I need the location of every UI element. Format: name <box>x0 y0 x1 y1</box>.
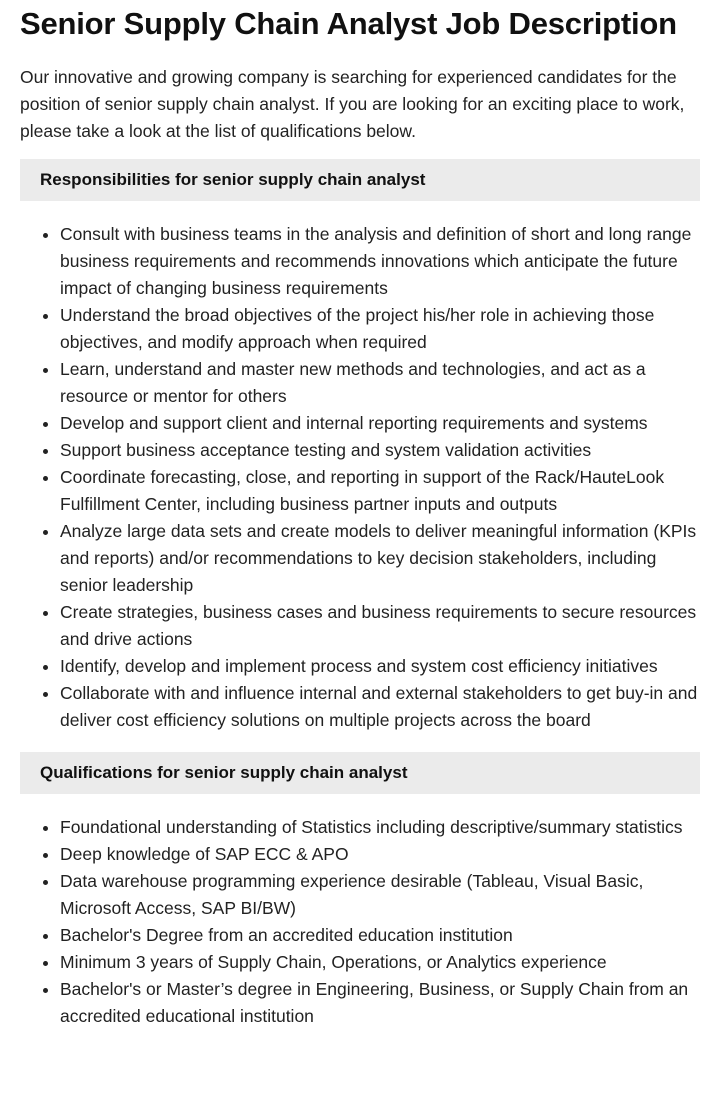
list-item: • Create strategies, business cases and business requirements to secure resources and drive actions <box>60 599 700 653</box>
list-item: • Understand the broad objectives of the project his/her role in achieving those objectives, and modify approach when required <box>60 302 700 356</box>
list-item: • Support business acceptance testing and system validation activities <box>60 437 700 464</box>
responsibilities-heading: Responsibilities for senior supply chain analyst <box>20 159 700 201</box>
list-item: • Minimum 3 years of Supply Chain, Operations, or Analytics experience <box>60 949 700 976</box>
responsibilities-list <box>20 221 700 734</box>
list-item: • Bachelor's or Master’s degree in Engineering, Business, or Supply Chain from an accredited educational institution <box>60 976 700 1030</box>
intro-text: Our innovative and growing company is searching for experienced candidates for the position of senior supply chain analyst. If you are looking for an exciting place to work, please take a look at the list of qualifications below. <box>20 67 685 141</box>
list-item: • Bachelor's Degree from an accredited education institution <box>60 922 700 949</box>
list-item: • Foundational understanding of Statistics including descriptive/summary statistics <box>60 814 700 841</box>
list-item: • Consult with business teams in the analysis and definition of short and long range business requirements and recommends innovations which anticipate the future impact of changing business requirements <box>60 221 700 302</box>
list-item: • Deep knowledge of SAP ECC & APO <box>60 841 700 868</box>
list-item: • Develop and support client and internal reporting requirements and systems <box>60 410 700 437</box>
list-item: • Learn, understand and master new methods and technologies, and act as a resource or mentor for others <box>60 356 700 410</box>
list-item: • Data warehouse programming experience desirable (Tableau, Visual Basic, Microsoft Access, SAP BI/BW) <box>60 868 700 922</box>
list-item: • Analyze large data sets and create models to deliver meaningful information (KPIs and reports) and/or recommendations to key decision stakeholders, including senior leadership <box>60 518 700 599</box>
list-item: • Coordinate forecasting, close, and reporting in support of the Rack/HauteLook Fulfillment Center, including business partner inputs and outputs <box>60 464 700 518</box>
qualifications-list <box>20 814 700 1030</box>
list-item: • Identify, develop and implement process and system cost efficiency initiatives <box>60 653 700 680</box>
page-title: Senior Supply Chain Analyst Job Description <box>20 6 677 41</box>
qualifications-heading: Qualifications for senior supply chain analyst <box>20 752 700 794</box>
list-item: • Collaborate with and influence internal and external stakeholders to get buy-in and deliver cost efficiency solutions on multiple projects across the board <box>60 680 700 734</box>
